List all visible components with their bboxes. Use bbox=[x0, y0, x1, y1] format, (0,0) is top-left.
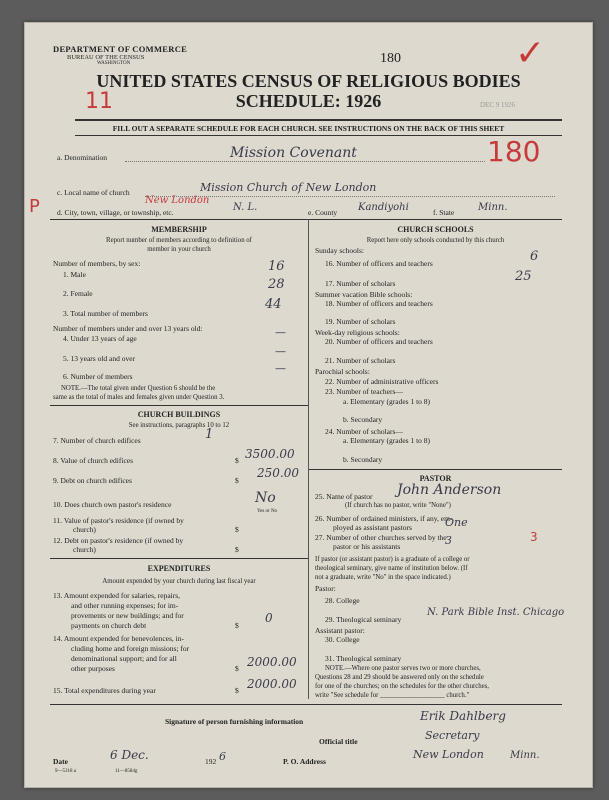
parochial-label: Parochial schools: bbox=[315, 367, 370, 376]
red-letter-annotation: P bbox=[29, 196, 40, 217]
q24b-label: b. Secondary bbox=[343, 455, 383, 464]
q24-label: 24. Number of scholars— bbox=[325, 427, 403, 436]
q14-value: 2000.00 bbox=[247, 655, 297, 669]
graduate-note-3: not a graduate, write "No" in the space indicated.) bbox=[315, 574, 451, 581]
q10-value: No bbox=[255, 490, 276, 506]
year-digit: 6 bbox=[219, 750, 226, 763]
q24a-label: a. Elementary (grades 1 to 8) bbox=[343, 436, 431, 445]
pastor-note-3: for one of the churches; on the schedules for the other churches, bbox=[315, 683, 490, 690]
q16-value: 6 bbox=[530, 249, 539, 264]
local-name-label: c. Local name of church bbox=[57, 188, 130, 197]
instruction-line: FILL OUT A SEPARATE SCHEDULE FOR EACH CHURCH. SEE INSTRUCTIONS ON THE BACK OF THIS SHEET bbox=[112, 124, 505, 133]
total-members-label: 3. Total number of members bbox=[63, 309, 148, 318]
buildings-intro: See instructions, paragraphs 10 to 12 bbox=[128, 422, 230, 429]
official-title-value: Secretary bbox=[425, 729, 480, 742]
q13-label-4: payments on church debt bbox=[71, 621, 147, 630]
red-annotation-number: 11 bbox=[85, 89, 113, 114]
schedule-title: SCHEDULE: 1926 bbox=[235, 91, 382, 111]
q18-label: 18. Number of officers and teachers bbox=[325, 299, 433, 308]
dollar-sign: $ bbox=[235, 664, 239, 673]
members-count-label: 6. Number of members bbox=[63, 372, 133, 381]
city-label: d. City, town, village, or township, etc. bbox=[57, 208, 174, 217]
department-label: DEPARTMENT OF COMMERCE bbox=[53, 44, 188, 54]
q10-label: 10. Does church own pastor's residence bbox=[53, 500, 172, 509]
date-label: Date bbox=[53, 757, 68, 766]
q13-label-1: 13. Amount expended for salaries, repairs, bbox=[53, 591, 181, 600]
date-value: 6 Dec. bbox=[110, 748, 149, 762]
q29-value: N. Park Bible Inst. Chicago bbox=[427, 607, 565, 618]
graduate-note-1: If pastor (or assistant pastor) is a graduate of a college or bbox=[315, 556, 470, 563]
q23b-label: b. Secondary bbox=[343, 415, 383, 424]
expenditures-heading: EXPENDITURES bbox=[147, 564, 211, 573]
membership-intro-2: member in your church bbox=[147, 246, 211, 253]
q27-value: 3 bbox=[445, 534, 452, 547]
q30-label: 30. College bbox=[325, 635, 360, 644]
male-label: 1. Male bbox=[63, 270, 86, 279]
q22-label: 22. Number of administrative officers bbox=[325, 377, 439, 386]
expenditures-intro: Amount expended by your church during last fiscal year bbox=[102, 578, 256, 585]
city-value: N. L. bbox=[233, 202, 258, 213]
q13-value: 0 bbox=[265, 611, 273, 625]
dollar-sign: $ bbox=[235, 545, 239, 554]
q25-value: John Anderson bbox=[397, 482, 502, 498]
q12-label-1: 12. Debt on pastor's residence (if owned by bbox=[53, 536, 184, 545]
state-label: f. State bbox=[433, 208, 455, 217]
q29-label: 29. Theological seminary bbox=[325, 615, 402, 624]
rule bbox=[75, 119, 562, 121]
q27-label-1: 27. Number of other churches served by the bbox=[315, 533, 447, 542]
q25-label: 25. Name of pastor bbox=[315, 492, 373, 501]
address-label: P. O. Address bbox=[283, 757, 326, 766]
weekday-label: Week-day religious schools: bbox=[315, 328, 400, 337]
red-check-mark: ✓ bbox=[515, 33, 546, 74]
q19-label: 19. Number of scholars bbox=[325, 317, 396, 326]
pastor-note-2: Questions 28 and 29 should be answered only on the schedule bbox=[315, 674, 484, 681]
q23-label: 23. Number of teachers— bbox=[325, 387, 403, 396]
q8-value: 3500.00 bbox=[245, 447, 295, 461]
address-state: Minn. bbox=[510, 750, 540, 761]
dollar-sign: $ bbox=[235, 686, 239, 695]
membership-heading: MEMBERSHIP bbox=[151, 225, 207, 234]
q14-label-4: other purposes bbox=[71, 664, 115, 673]
red-denomination-number: 180 bbox=[487, 135, 541, 168]
q8-label: 8. Value of church edifices bbox=[53, 456, 134, 465]
washington-label: WASHINGTON bbox=[97, 61, 131, 66]
schools-intro: Report here only schools conducted by this church bbox=[366, 237, 505, 244]
rule bbox=[50, 704, 562, 705]
q10-note: Yes or No bbox=[257, 509, 278, 514]
q7-label: 7. Number of church edifices bbox=[53, 436, 141, 445]
q23a-label: a. Elementary (grades 1 to 8) bbox=[343, 397, 431, 406]
q26-label-2: ployed as assistant pastors bbox=[333, 523, 412, 532]
q13-label-2: and other running expenses; for im- bbox=[71, 601, 179, 610]
q15-value: 2000.00 bbox=[247, 677, 297, 691]
q28-label: 28. College bbox=[325, 596, 360, 605]
form-number-2: 11—8584g bbox=[115, 769, 138, 774]
dollar-sign: $ bbox=[235, 476, 239, 485]
buildings-heading: CHURCH BUILDINGS bbox=[137, 410, 221, 419]
q14-label-3: denominational support; and for all bbox=[71, 654, 177, 663]
denomination-label: a. Denomination bbox=[57, 153, 107, 162]
address-value: New London bbox=[413, 748, 484, 761]
state-value: Minn. bbox=[478, 202, 508, 213]
male-value: 16 bbox=[268, 259, 285, 274]
q15-label: 15. Total expenditures during year bbox=[53, 686, 156, 695]
q14-label-1: 14. Amount expended for benevolences, in- bbox=[53, 634, 185, 643]
pastor-note-1: NOTE.—Where one pastor serves two or more churches, bbox=[325, 665, 481, 672]
pastor-note-4: write "See schedule for ___________________ church." bbox=[315, 692, 470, 699]
document-title: UNITED STATES CENSUS OF RELIGIOUS BODIES bbox=[96, 71, 521, 91]
q17-label: 17. Number of scholars bbox=[325, 279, 396, 288]
dollar-sign: $ bbox=[235, 525, 239, 534]
q26-value: One bbox=[445, 516, 468, 529]
female-value: 28 bbox=[268, 277, 285, 292]
pastor-sub-label: Pastor: bbox=[315, 584, 336, 593]
q25-note: (If church has no pastor, write "None") bbox=[345, 502, 451, 509]
year-label: 192 bbox=[205, 757, 217, 766]
under-13-value: — bbox=[275, 326, 286, 339]
local-name-value: Mission Church of New London bbox=[200, 181, 377, 194]
q16-label: 16. Number of officers and teachers bbox=[325, 259, 433, 268]
dollar-sign: $ bbox=[235, 621, 239, 630]
rule bbox=[50, 558, 308, 559]
city-red-note: New London bbox=[145, 195, 210, 206]
assistant-label: Assistant pastor: bbox=[315, 626, 365, 635]
over-13-label: 5. 13 years old and over bbox=[63, 354, 136, 363]
q9-value: 250.00 bbox=[257, 466, 299, 480]
q9-label: 9. Debt on church edifices bbox=[53, 476, 132, 485]
membership-note-1: NOTE.—The total given under Question 6 should be the bbox=[61, 385, 216, 392]
q13-label-3: provements or new buildings; and for bbox=[71, 611, 184, 620]
total-members-value: 44 bbox=[265, 297, 282, 312]
graduate-note-2: theological seminary, give name of institution below. (If bbox=[315, 565, 468, 572]
q11-label-1: 11. Value of pastor's residence (if owned by bbox=[53, 516, 184, 525]
column-divider bbox=[308, 219, 309, 699]
q26-label-1: 26. Number of ordained ministers, if any, em- bbox=[315, 514, 453, 523]
denomination-value: Mission Covenant bbox=[230, 145, 357, 161]
q12-label-2: church) bbox=[73, 545, 96, 554]
census-schedule-page bbox=[24, 22, 593, 788]
membership-note-2: same as the total of males and females given under Question 3. bbox=[53, 394, 225, 401]
received-stamp: DEC 9 1926 bbox=[480, 101, 515, 109]
q17-value: 25 bbox=[515, 269, 532, 284]
signature-value: Erik Dahlberg bbox=[420, 709, 506, 723]
pastor-heading: PASTOR bbox=[419, 474, 452, 483]
serial-number: 180 bbox=[380, 51, 401, 66]
rule bbox=[309, 469, 562, 470]
q21-label: 21. Number of scholars bbox=[325, 356, 396, 365]
over-13-value: — bbox=[275, 345, 286, 358]
rule bbox=[50, 405, 308, 406]
signature-label: Signature of person furnishing information bbox=[165, 717, 304, 726]
q31-label: 31. Theological seminary bbox=[325, 654, 402, 663]
age-intro-label: Number of members under and over 13 years old: bbox=[53, 324, 203, 333]
sunday-label: Sunday schools: bbox=[315, 246, 364, 255]
rule bbox=[50, 219, 562, 220]
under-13-label: 4. Under 13 years of age bbox=[63, 334, 137, 343]
summer-label: Summer vacation Bible schools: bbox=[315, 290, 413, 299]
schools-heading: CHURCH SCHOOLS bbox=[397, 225, 474, 234]
county-label: e. County bbox=[308, 208, 338, 217]
bureau-label: BUREAU OF THE CENSUS bbox=[67, 54, 145, 61]
membership-intro-1: Report number of members according to definition of bbox=[106, 237, 252, 244]
county-value: Kandiyohi bbox=[358, 202, 409, 213]
dollar-sign: $ bbox=[235, 456, 239, 465]
q27-label-2: pastor or his assistants bbox=[333, 542, 401, 551]
members-count-value: — bbox=[275, 362, 286, 375]
female-label: 2. Female bbox=[63, 289, 93, 298]
q27-red-value: 3 bbox=[530, 530, 538, 544]
official-title-label: Official title bbox=[319, 737, 358, 746]
q20-label: 20. Number of officers and teachers bbox=[325, 337, 433, 346]
form-number: 9—5318 a bbox=[55, 769, 76, 774]
q11-label-2: church) bbox=[73, 525, 96, 534]
by-sex-label: Number of members, by sex: bbox=[53, 259, 141, 268]
q7-value: 1 bbox=[205, 427, 214, 442]
q14-label-2: cluding home and foreign missions; for bbox=[71, 644, 190, 653]
